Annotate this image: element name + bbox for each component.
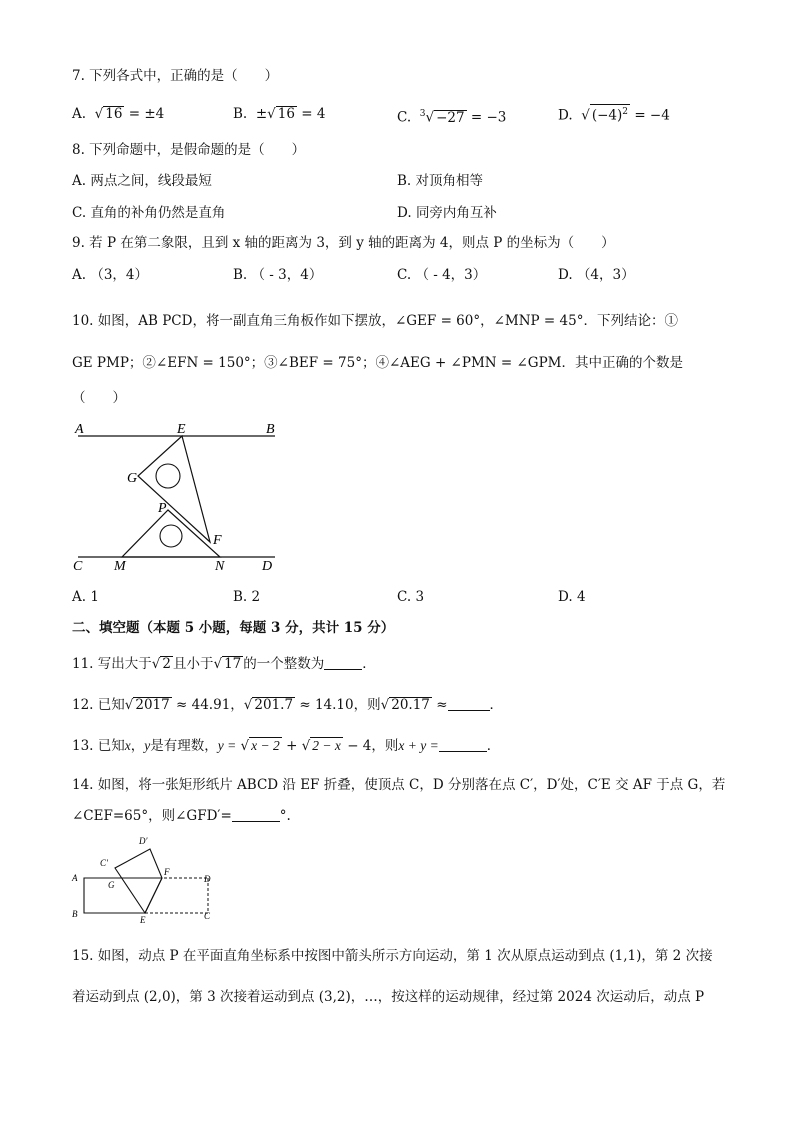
triangle-hole-2 [160, 525, 182, 547]
q15-line-2: 着运动到点 (2,0)，第 3 次接着运动到点 (3,2)，…，按这样的运动规律，经过第 2024 次运动后，动点 P [72, 989, 705, 1005]
q11: 11. 写出大于√ 2 且小于√ 17 的一个整数为 ． [72, 656, 376, 672]
q10-figure [70, 415, 285, 580]
label-n: N [215, 559, 225, 574]
q7-stem: 7. 下列各式中，正确的是（ ） [72, 68, 279, 84]
q14-answer-blank[interactable] [232, 807, 280, 822]
q8-stem: 8. 下列命题中，是假命题的是（ ） [72, 142, 306, 158]
q10-option-a: A. 1 [72, 589, 99, 605]
q8-option-a: A. 两点之间，线段最短 [72, 173, 212, 189]
label-c: C [73, 559, 83, 574]
q10-line-2: GE PMP；②∠EFN = 150°；③∠BEF = 75°；④∠AEG + ∠PMN = ∠GPM．其中正确的个数是 [72, 355, 683, 371]
label-m: M [114, 559, 126, 574]
q10-option-d: D. 4 [558, 589, 586, 605]
label-c-prime: C′ [100, 858, 108, 868]
paper-folded [115, 849, 162, 913]
q7-option-c: C. $^3$√ −27 = −3 [397, 109, 507, 126]
q11-answer-blank[interactable] [324, 655, 362, 670]
q14-line-2: ∠CEF=65°，则∠GFD′= °. [72, 808, 291, 824]
label-d: D [262, 559, 273, 574]
q14-line-1: 14. 如图，将一张矩形纸片 ABCD 沿 EF 折叠，使顶点 C，D 分别落在点 C′，D′处，C′E 交 AF 于点 G，若 [72, 777, 726, 793]
paper-unfolded [84, 878, 162, 913]
q9-option-d: D. （4，3） [558, 267, 635, 283]
q9-option-b: B. （ - 3，4） [233, 267, 323, 283]
q9-option-a: A. （3，4） [72, 267, 149, 283]
label-c: C [204, 911, 211, 921]
label-b: B [266, 422, 275, 437]
triangle-mnp [122, 510, 220, 557]
q12: 12. 已知√ 2017 ≈ 44.91，√ 201.7 ≈ 14.10，则√ 20.17 ≈ ． [72, 697, 503, 713]
q10-line-3: （ ） [72, 390, 126, 406]
label-b: B [72, 909, 78, 919]
label-e: E [140, 915, 146, 925]
q12-answer-blank[interactable] [448, 696, 490, 711]
q10-option-b: B. 2 [233, 589, 261, 605]
triangle-egf [138, 436, 210, 542]
label-g: G [108, 880, 115, 890]
q7-option-a: A. √ 16 = ±4 [72, 106, 165, 122]
q14-figure [70, 833, 220, 925]
label-d: D [204, 874, 211, 884]
q10-option-c: C. 3 [397, 589, 425, 605]
q9-option-c: C. （ - 4，3） [397, 267, 487, 283]
triangle-hole-1 [156, 464, 180, 488]
q7-option-d: D. √ $(-4)^2 = -4$ [558, 104, 670, 126]
q9-stem: 9. 若 P 在第二象限，且到 x 轴的距离为 3，到 y 轴的距离为 4，则点 P 的坐标为（ ） [72, 235, 615, 251]
q8-option-c: C. 直角的补角仍然是直角 [72, 205, 226, 221]
label-f: F [213, 533, 222, 548]
label-a: A [72, 873, 78, 883]
q8-option-b: B. 对顶角相等 [397, 173, 484, 189]
q8-option-d: D. 同旁内角互补 [397, 205, 497, 221]
q13: 13. 已知x，y是有理数，y = √ x − 2 + √ 2 − x − 4，则x + y = ． [72, 738, 501, 754]
label-f: F [164, 867, 170, 877]
label-d-prime: D′ [139, 836, 148, 846]
q10-line-1: 10. 如图，AB PCD，将一副直角三角板作如下摆放，∠GEF = 60°，∠MNP = 45°．下列结论：① [72, 313, 678, 329]
label-p: P [158, 501, 167, 516]
q7-option-b: B. ±√ 16 = 4 [233, 106, 326, 122]
label-a: A [75, 422, 84, 437]
q15-line-1: 15. 如图，动点 P 在平面直角坐标系中按图中箭头所示方向运动，第 1 次从原点运动到点 (1,1)，第 2 次接 [72, 948, 713, 964]
label-g: G [127, 471, 138, 486]
label-e: E [177, 422, 186, 437]
q13-answer-blank[interactable] [439, 737, 487, 752]
section-heading: 二、填空题（本题 5 小题，每题 3 分，共计 15 分） [72, 620, 395, 636]
